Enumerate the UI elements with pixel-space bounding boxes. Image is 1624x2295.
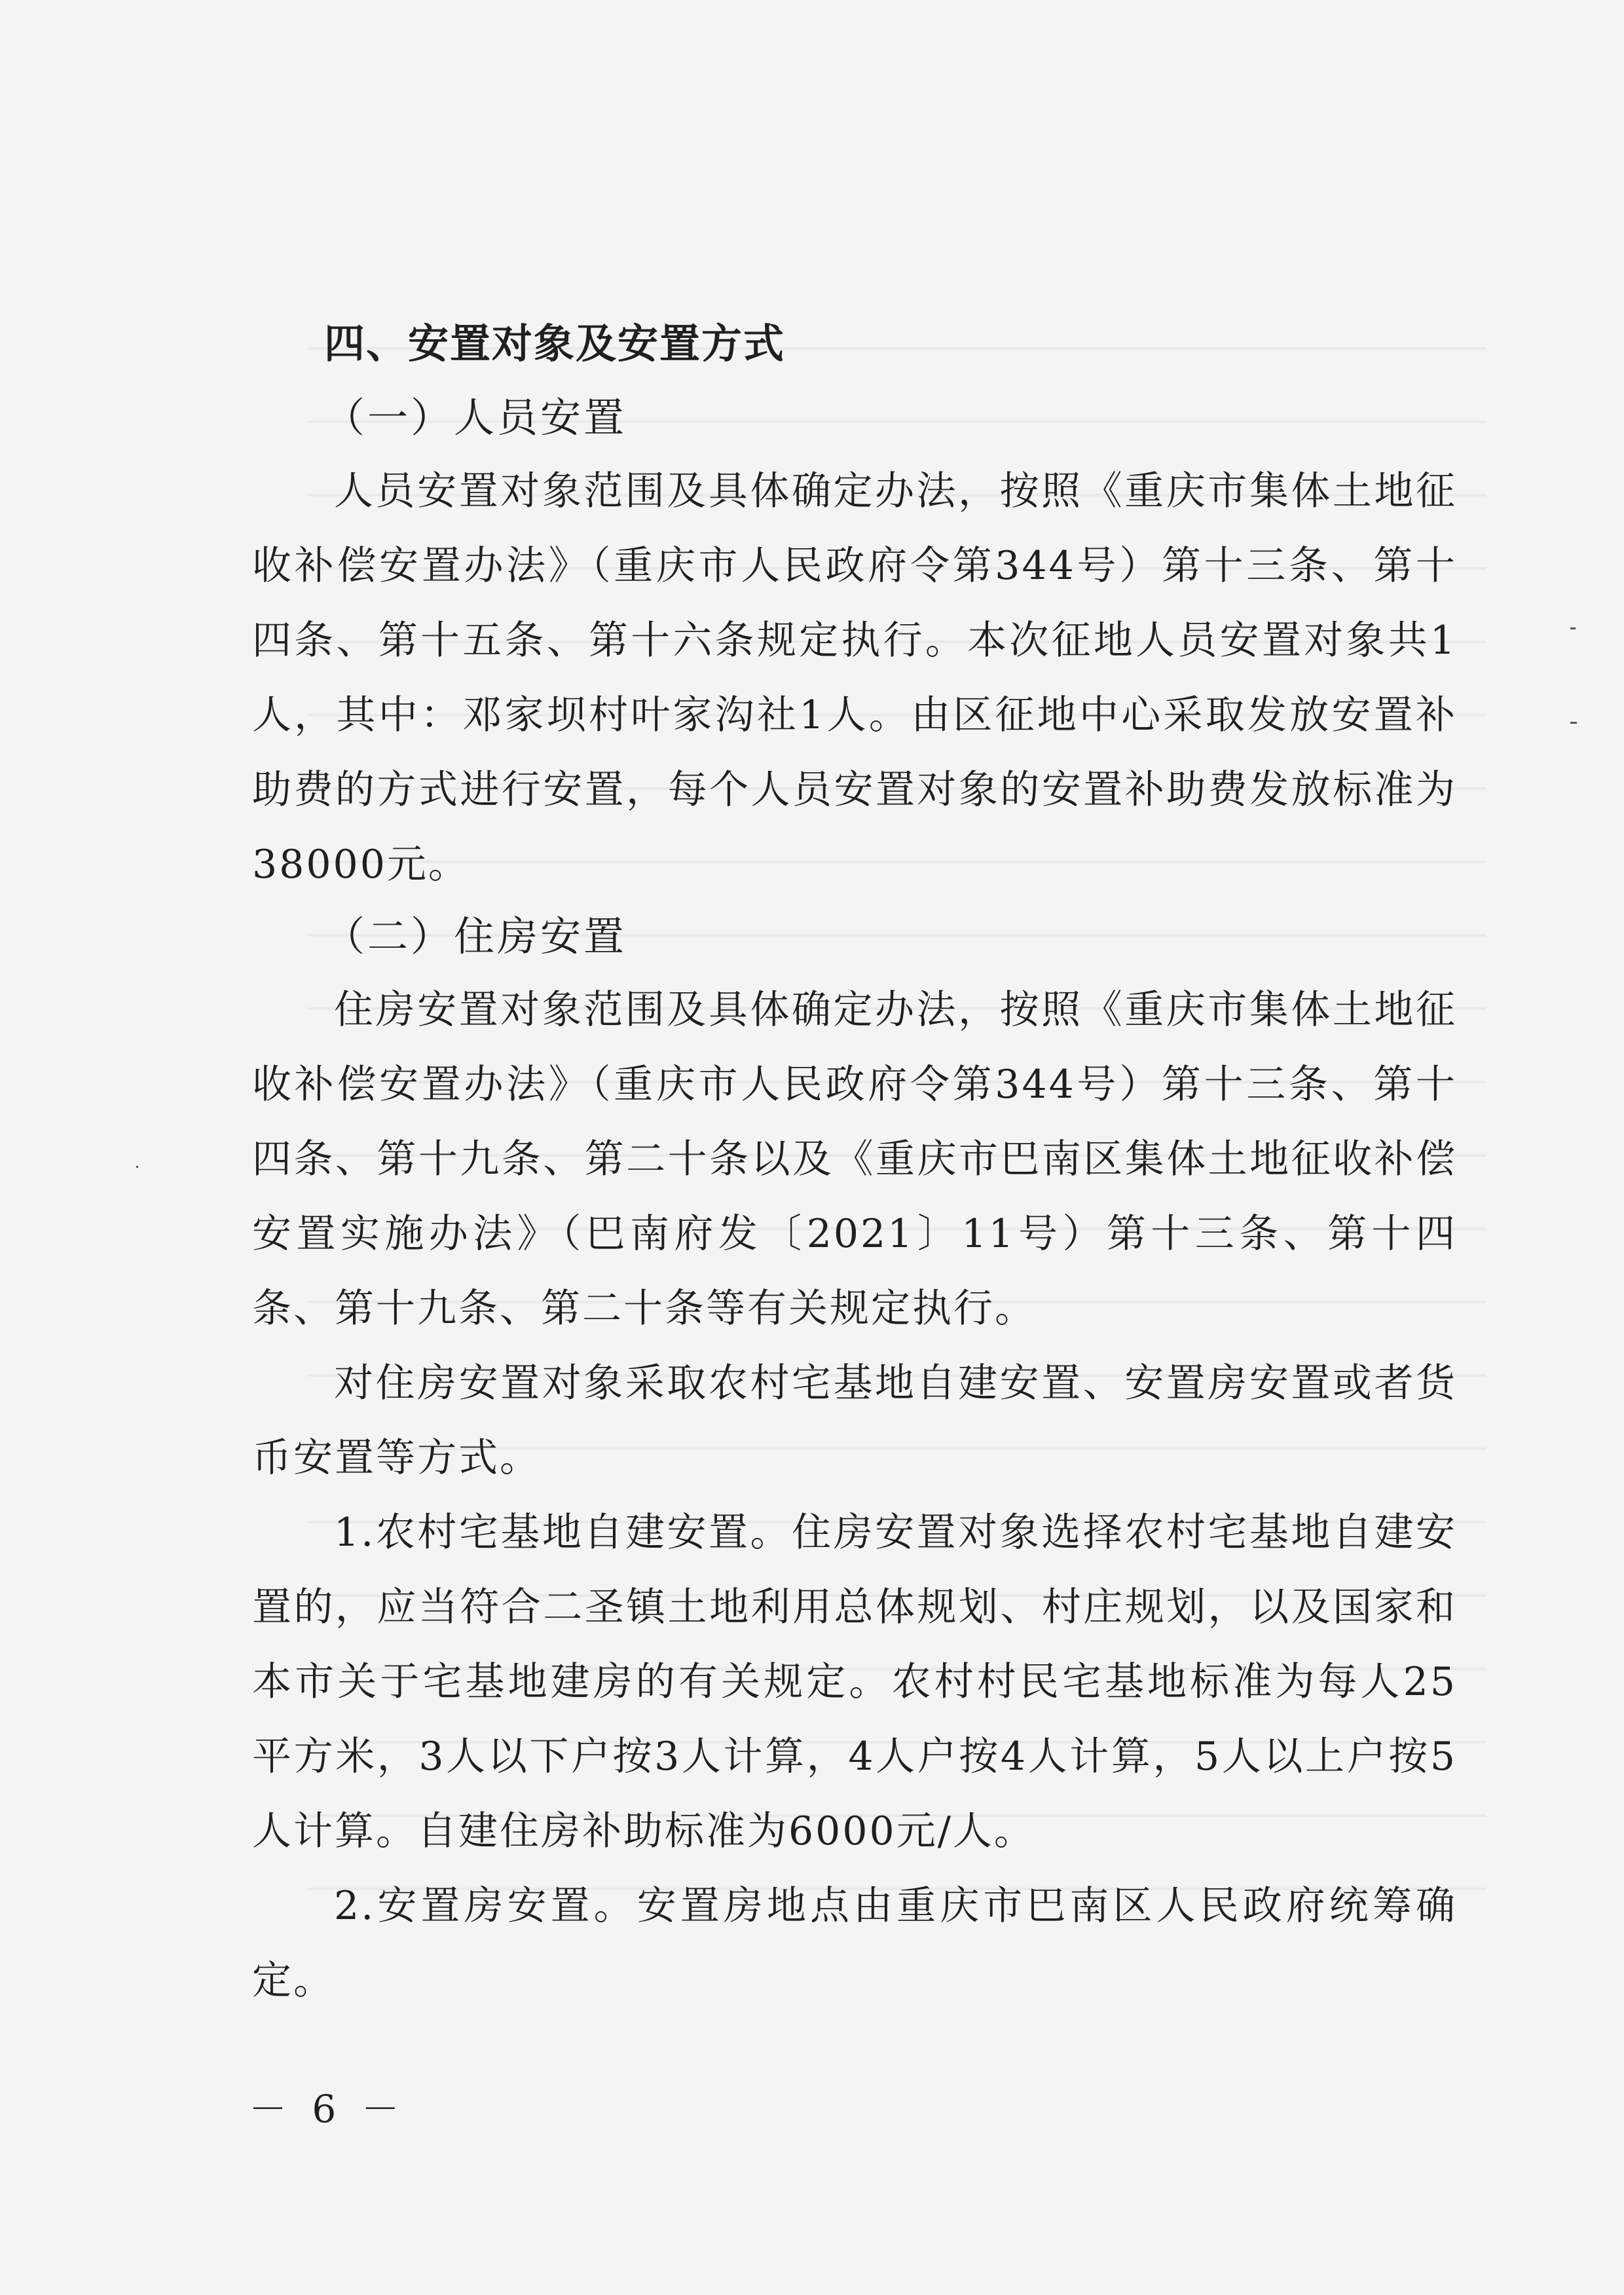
page-number: － 6 － bbox=[249, 2087, 406, 2131]
paragraph-housing-scope: 住房安置对象范围及具体确定办法，按照《重庆市集体土地征收补偿安置办法》（重庆市人民政府令第344号）第十三条、第十四条、第十九条、第二十条以及《重庆市巴南区集体土地征收补偿安置实施办法》（巴南府发〔2021〕11号）第十三条、第十四条、第十九条、第二十条等有关规定执行。 bbox=[252, 987, 1457, 1332]
scan-speck bbox=[1570, 627, 1576, 629]
subsection-title-personnel: （一）人员安置 bbox=[324, 394, 627, 441]
subsection-title-housing: （二）住房安置 bbox=[324, 912, 627, 960]
section-heading: 四、安置对象及安置方式 bbox=[324, 320, 786, 367]
paragraph-housing-methods: 对住房安置对象采取农村宅基地自建安置、安置房安置或者货币安置等方式。 bbox=[252, 1360, 1457, 1481]
paragraph-resettlement-housing: 2.安置房安置。安置房地点由重庆市巴南区人民政府统筹确定。 bbox=[252, 1883, 1457, 2004]
paragraph-personnel-resettlement: 人员安置对象范围及具体确定办法，按照《重庆市集体土地征收补偿安置办法》（重庆市人民政府令第344号）第十三条、第十四条、第十五条、第十六条规定执行。本次征地人员安置对象共1人，其中：邓家坝村叶家沟社1人。由区征地中心采取发放安置补助费的方式进行安置，每个人员安置对象的安置补助费发放标准为38000元。 bbox=[252, 468, 1457, 887]
paragraph-homestead-self-build: 1.农村宅基地自建安置。住房安置对象选择农村宅基地自建安置的，应当符合二圣镇土地利用总体规划、村庄规划，以及国家和本市关于宅基地建房的有关规定。农村村民宅基地标准为每人25平方米，3人以下户按3人计算，4人户按4人计算，5人以上户按5人计算。自建住房补助标准为6000元/人。 bbox=[252, 1510, 1457, 1854]
scan-speck bbox=[136, 1166, 138, 1168]
scan-speck bbox=[1570, 722, 1577, 724]
